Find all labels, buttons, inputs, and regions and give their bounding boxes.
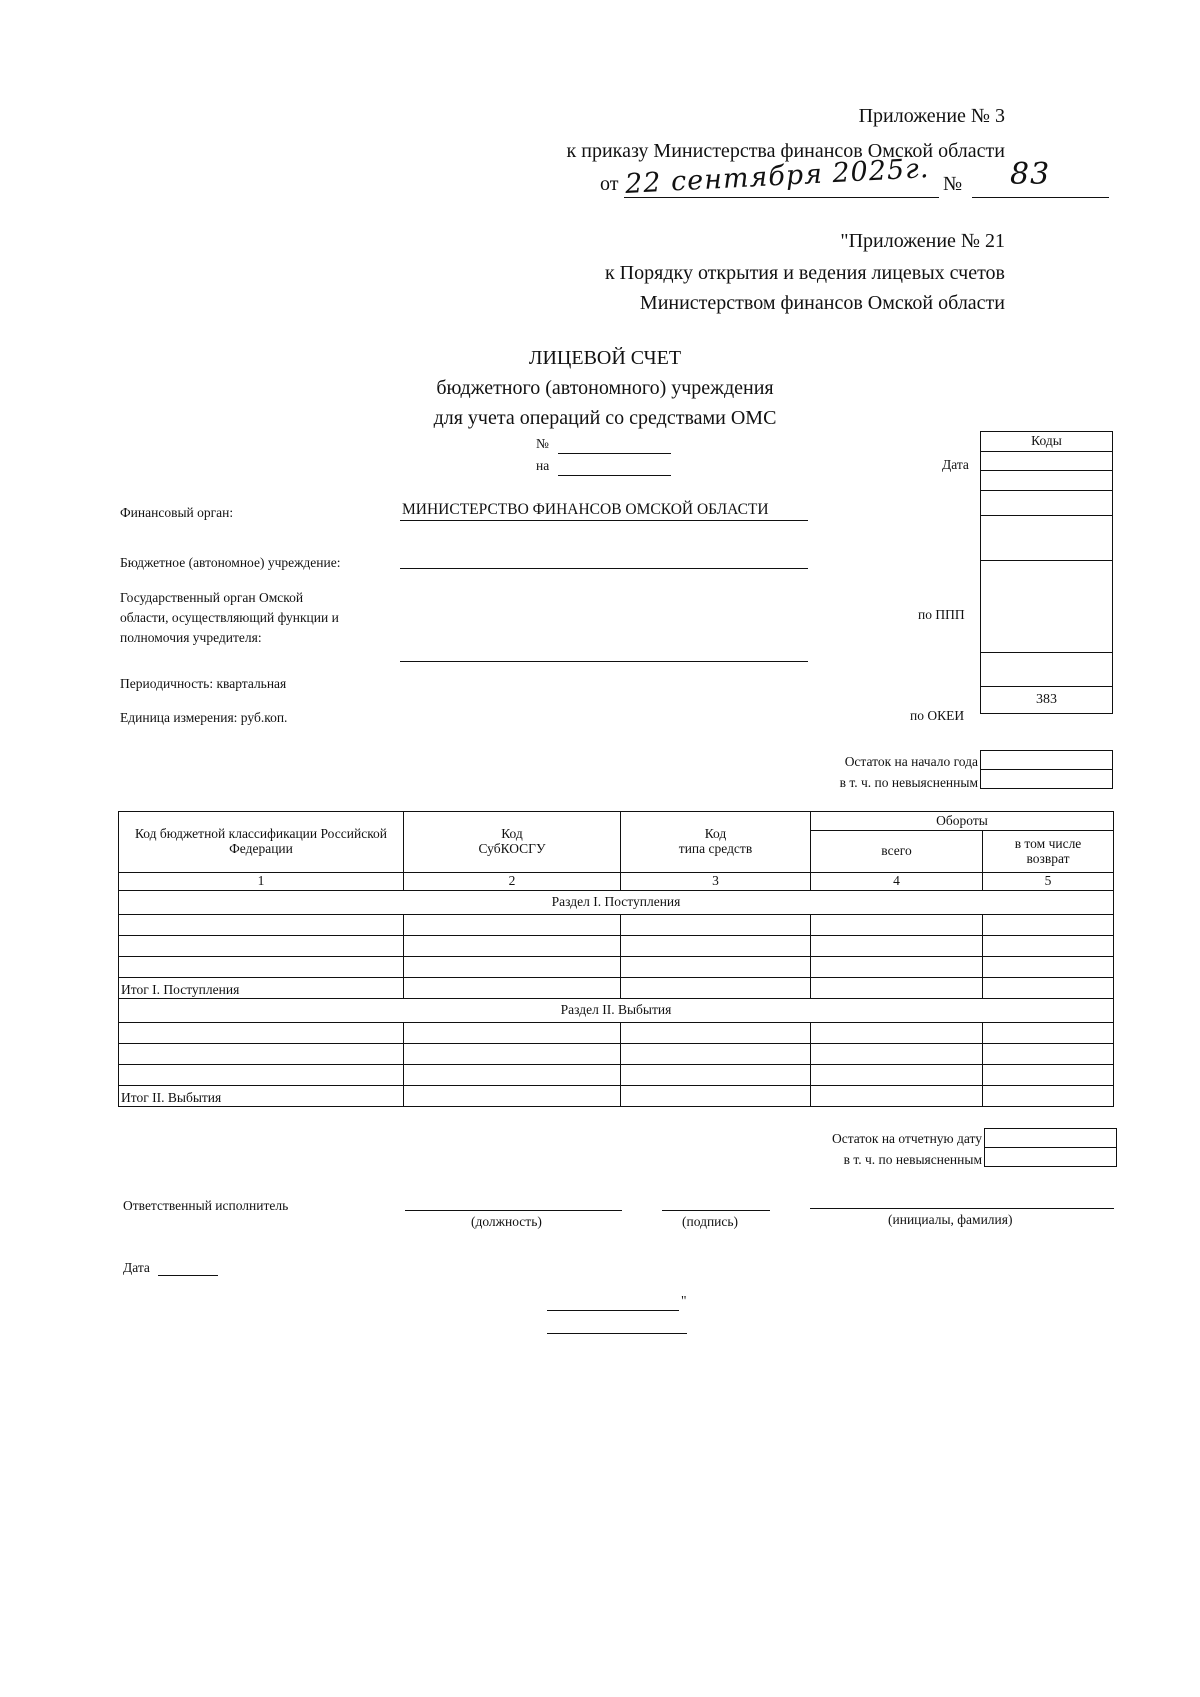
gov-organ-field[interactable] [400,661,808,662]
appendix-21: "Приложение № 21 [840,230,1005,252]
order-reference: к приказу Министерства финансов Омской области [566,140,1005,162]
closing-line-2 [547,1333,687,1334]
table-row [119,915,1114,936]
name-caption: (инициалы, фамилия) [888,1212,1013,1227]
position-caption: (должность) [471,1214,542,1229]
col-num-5: 5 [983,873,1114,891]
handwritten-order-date: 22 сентября 2025г. [624,153,931,200]
account-date-label: на [536,458,550,473]
balance-end-box [984,1128,1117,1167]
col-num-1: 1 [119,873,404,891]
code-date-cell[interactable] [981,452,1113,471]
col-num-3: 3 [621,873,811,891]
balance-start-label: Остаток на начало года [844,754,978,769]
procedure-line-1: к Порядку открытия и ведения лицевых счетов [604,262,1005,284]
position-field[interactable] [405,1210,622,1211]
balance-start-cell[interactable] [981,751,1113,770]
col-header-total: всего [811,831,983,873]
codes-okei-label: по ОКЕИ [910,708,965,723]
order-date-line [600,153,1110,205]
date-label: Дата [123,1260,150,1275]
col-header-subkosgu: Код СубКОСГУ [404,812,621,873]
code-empty-cell-2[interactable] [981,491,1113,516]
financial-organ-value: МИНИСТЕРСТВО ФИНАНСОВ ОМСКОЙ ОБЛАСТИ [402,501,769,518]
procedure-line-2: Министерством финансов Омской области [639,292,1005,314]
document-subtitle-1: бюджетного (автономного) учреждения [436,377,774,399]
code-empty-cell-1[interactable] [981,471,1113,491]
codes-box [980,431,1113,714]
signature-caption: (подпись) [682,1214,739,1229]
financial-organ-underline [400,520,808,521]
signature-field[interactable] [662,1210,770,1211]
closing-quote-mark: " [681,1293,687,1308]
balance-end-cell[interactable] [985,1129,1117,1148]
name-field[interactable] [810,1208,1114,1209]
institution-label: Бюджетное (автономное) учреждение: [120,555,341,570]
col-num-4: 4 [811,873,983,891]
section-receipts: Раздел I. Поступления [119,891,1114,915]
financial-organ-label: Финансовый орган: [120,505,234,520]
balance-start-box [980,750,1113,789]
code-empty-cell-3[interactable] [981,516,1113,561]
col-header-bk: Код бюджетной классификации Российской Федерации [119,812,404,873]
code-okei-cell: 383 [981,687,1113,714]
number-label: № [943,173,963,195]
col-num-2: 2 [404,873,621,891]
gov-organ-label-1: Государственный орган Омской [120,590,304,605]
table-row [119,936,1114,957]
closing-line-1 [547,1310,679,1311]
balance-start-unclear-cell[interactable] [981,770,1113,789]
unit-label: Единица измерения: руб.коп. [120,710,288,725]
codes-ppp-label: по ППП [918,607,965,622]
institution-field[interactable] [400,568,808,569]
total-disposals-label: Итог II. Выбытия [119,1086,404,1107]
col-header-fund-type: Код типа средств [621,812,811,873]
document-title: ЛИЦЕВОЙ СЧЕТ [528,347,682,369]
document-subtitle-2: для учета операций со средствами ОМС [433,407,777,429]
balance-end-label: Остаток на отчетную дату [831,1131,982,1146]
gov-organ-label-2: области, осуществляющий функции и [120,610,339,625]
codes-header: Коды [981,432,1113,452]
table-row [119,957,1114,978]
balance-end-unclear-label: в т. ч. по невыясненным [843,1152,982,1167]
account-number-label: № [536,436,549,451]
col-header-turnover: Обороты [811,812,1114,831]
section-disposals: Раздел II. Выбытия [119,999,1114,1023]
code-ppp-cell[interactable] [981,561,1113,653]
number-underline [972,197,1109,198]
codes-date-label: Дата [942,457,969,472]
account-date-field[interactable] [558,475,671,476]
account-number-field[interactable] [558,453,671,454]
handwritten-order-number: 83 [1010,157,1051,192]
gov-organ-label-3: полномочия учредителя: [120,630,262,645]
date-field[interactable] [158,1275,218,1276]
table-row [119,1044,1114,1065]
balance-start-unclear-label: в т. ч. по невыясненным [839,775,978,790]
total-receipts-label: Итог I. Поступления [119,978,404,999]
table-row [119,1023,1114,1044]
turnover-table [118,811,1114,1107]
appendix-number: Приложение № 3 [858,105,1005,127]
code-empty-cell-4[interactable] [981,653,1113,687]
periodicity-label: Периодичность: квартальная [120,676,287,691]
from-label: от [600,173,619,195]
balance-end-unclear-cell[interactable] [985,1148,1117,1167]
col-header-return: в том числе возврат [983,831,1114,873]
responsible-label: Ответственный исполнитель [123,1198,289,1213]
table-row [119,1065,1114,1086]
